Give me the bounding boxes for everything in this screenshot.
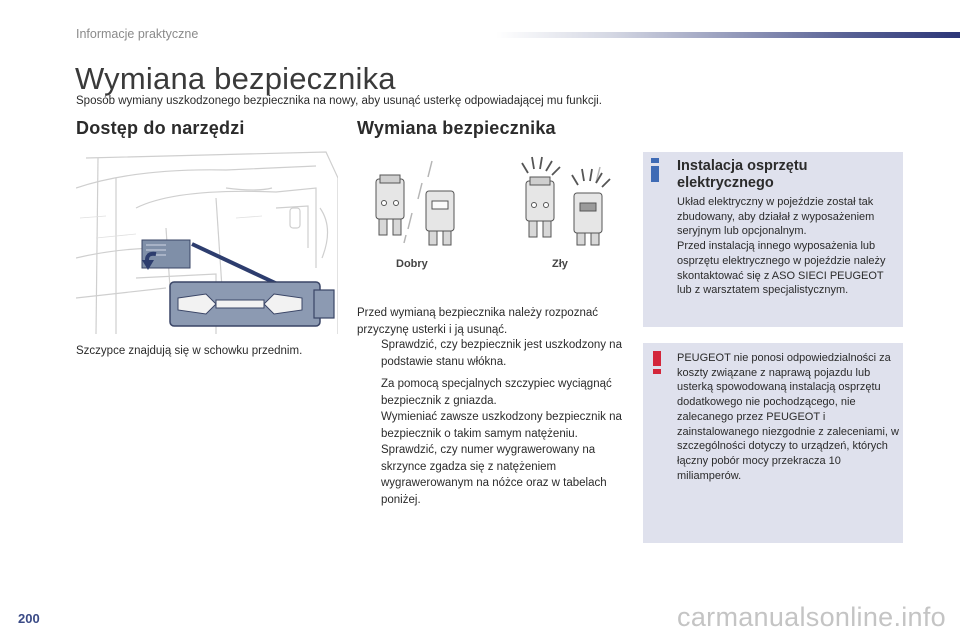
list-item-text: Sprawdzić, czy numer wygrawerowany na skrzynce zgadza się z natężeniem wygrawerowanym na nóżce oraz w tabelach poniżej.: [381, 444, 607, 506]
fuse-comparison-illustration: [360, 155, 620, 255]
info-box: [643, 152, 903, 327]
list-item: [357, 442, 627, 508]
page-subtitle: Sposób wymiany uszkodzonego bezpiecznika na nowy, aby usunąć usterkę odpowiadającej mu funkcji.: [76, 95, 602, 107]
warning-icon: [653, 351, 661, 373]
glovebox-illustration: [76, 148, 338, 334]
header-gradient-bar: [496, 32, 960, 38]
heading-tool-access: Dostęp do narzędzi: [76, 118, 245, 138]
list-item: [357, 376, 627, 409]
watermark: carmanualsonline.info: [677, 602, 946, 632]
list-item: [357, 409, 627, 442]
section-header: Informacje praktyczne: [76, 27, 199, 41]
info-box-title: Instalacja osprzętu elektrycznego: [677, 158, 808, 191]
page-title: Wymiana bezpiecznika: [75, 61, 396, 96]
list-item-text: Sprawdzić, czy bezpiecznik jest uszkodzony na podstawie stanu włókna.: [381, 339, 622, 368]
info-box-text: Układ elektryczny w pojeździe został tak zbudowany, aby działał z wyposażeniem seryjnym lub opcjonalnym. Przed instalacją innego wyposażenia lub osprzętu elektrycznego w pojeździe należy skontaktować się z ASO SIECI PEUGEOT lub z warsztatem specjalistycznym.: [677, 196, 886, 297]
tool-location-caption: Szczypce znajdują się w schowku przednim.: [76, 345, 303, 357]
warning-box-text: PEUGEOT nie ponosi odpowiedzialności za koszty związane z naprawą pojazdu lub usterką spowodowaną instalacją osprzętu dodatkowego nie pochodzącego, nie zalecanego przez PEUGEOT i zainstalowanego niezgodnie z zaleceniami, w szczególności dotyczy to urządzeń, których łączny pobór mocy przekracza 10 miliamperów.: [677, 352, 899, 482]
list-item-text: Wymieniać zawsze uszkodzony bezpiecznik na bezpiecznik o takim samym natężeniu.: [381, 411, 622, 440]
intro-text: Przed wymianą bezpiecznika należy rozpoznać przyczynę usterki i ją usunąć.: [357, 307, 598, 336]
warning-box: [643, 343, 903, 543]
fuse-bad-label: Zły: [552, 258, 568, 270]
list-item: [357, 337, 627, 370]
fuse-good-label: Dobry: [396, 258, 428, 270]
check-list: [357, 337, 627, 370]
heading-fuse-replacement: Wymiana bezpiecznika: [357, 118, 556, 138]
list-item-text: Za pomocą specjalnych szczypiec wyciągnąć bezpiecznik z gniazda.: [381, 378, 612, 407]
intro-paragraph: [357, 305, 627, 338]
page-number: 200: [18, 611, 40, 626]
steps-list: [357, 376, 627, 508]
info-icon: [651, 158, 659, 180]
